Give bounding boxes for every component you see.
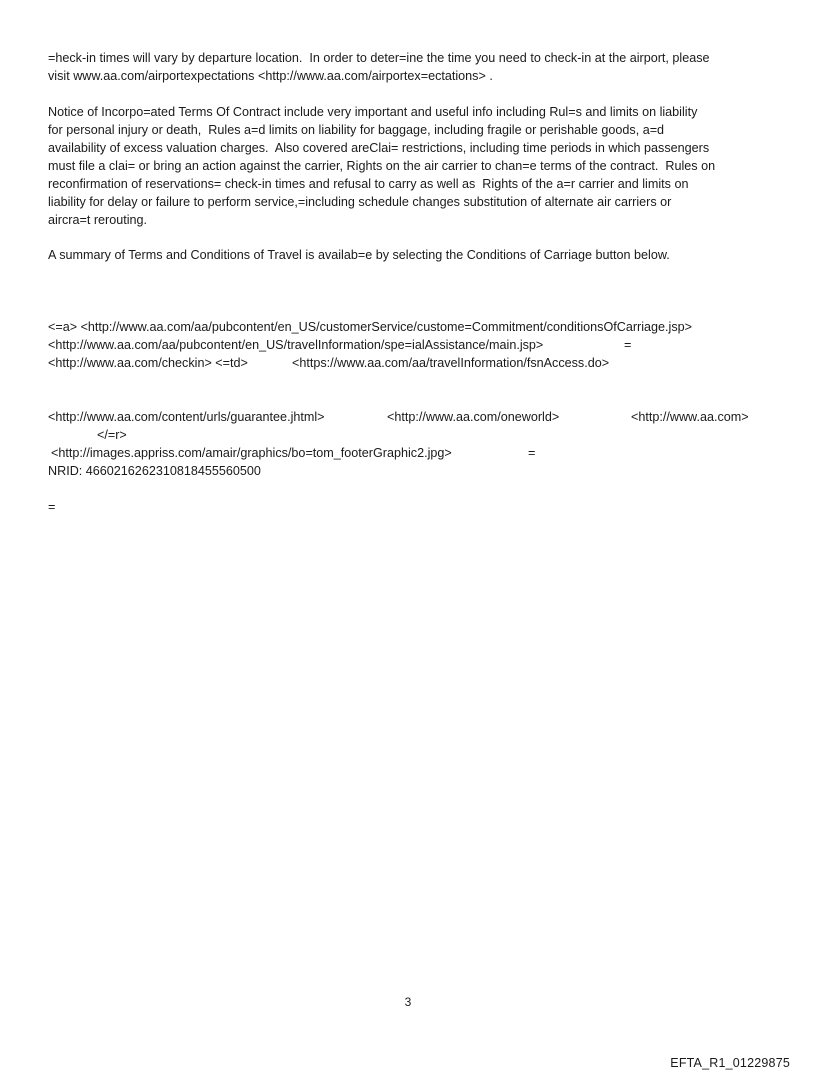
conditions-of-carriage-link[interactable]: <=a> <http://www.aa.com/aa/pubcontent/en_US/customerService/custome=Commitment/conditionsOfCarriage.jsp> <box>48 320 693 334</box>
notice-line: availability of excess valuation charges. Also covered areClai= restrictions, including time periods in which passengers <box>48 141 710 155</box>
checkin-link[interactable]: <http://www.aa.com/checkin> <=td> <box>48 356 248 370</box>
equals-marker: = <box>624 338 632 352</box>
checkin-line-2: visit www.aa.com/airportexpectations <http://www.aa.com/airportex=ectations> . <box>48 69 493 83</box>
notice-line: Notice of Incorpo=ated Terms Of Contract include very important and useful info including Rul=s and limits on liability <box>48 105 698 119</box>
notice-line: for personal injury or death, Rules a=d limits on liability for baggage, including fragile or perishable goods, a=d <box>48 123 665 137</box>
summary-line: A summary of Terms and Conditions of Travel is availab=e by selecting the Conditions of Carriage button below. <box>48 248 670 262</box>
fsn-access-link[interactable]: <https://www.aa.com/aa/travelInformation/fsnAccess.do> <box>292 356 610 370</box>
guarantee-link[interactable]: <http://www.aa.com/content/urls/guarantee.jhtml> <box>48 410 325 424</box>
notice-line: must file a clai= or bring an action against the carrier, Rights on the air carrier to chan=e terms of the contract. Rules on <box>48 159 716 173</box>
br-tag-text: </=r> <box>97 428 127 442</box>
checkin-line-1: =heck-in times will vary by departure location. In order to deter=ine the time you need to check-in at the airport, please <box>48 51 710 65</box>
oneworld-link[interactable]: <http://www.aa.com/oneworld> <box>387 410 560 424</box>
trailing-equals: = <box>48 500 56 514</box>
equals-marker: = <box>528 446 536 460</box>
notice-line: aircra=t rerouting. <box>48 213 148 227</box>
special-assistance-link[interactable]: <http://www.aa.com/aa/pubcontent/en_US/travelInformation/spe=ialAssistance/main.jsp> <box>48 338 544 352</box>
notice-line: reconfirmation of reservations= check-in times and refusal to carry as well as Rights of the a=r carrier and limits on <box>48 177 689 191</box>
notice-line: liability for delay or failure to perform service,=including schedule changes substitution of alternate air carriers or <box>48 195 672 209</box>
nrid-line: NRID: 4660216262310818455560500 <box>48 464 261 478</box>
footer-graphic-link[interactable]: <http://images.appriss.com/amair/graphics/bo=tom_footerGraphic2.jpg> <box>51 446 452 460</box>
aa-home-link[interactable]: <http://www.aa.com> <box>631 410 749 424</box>
page-number: 3 <box>404 995 412 1009</box>
document-id: EFTA_R1_01229875 <box>670 1056 790 1070</box>
